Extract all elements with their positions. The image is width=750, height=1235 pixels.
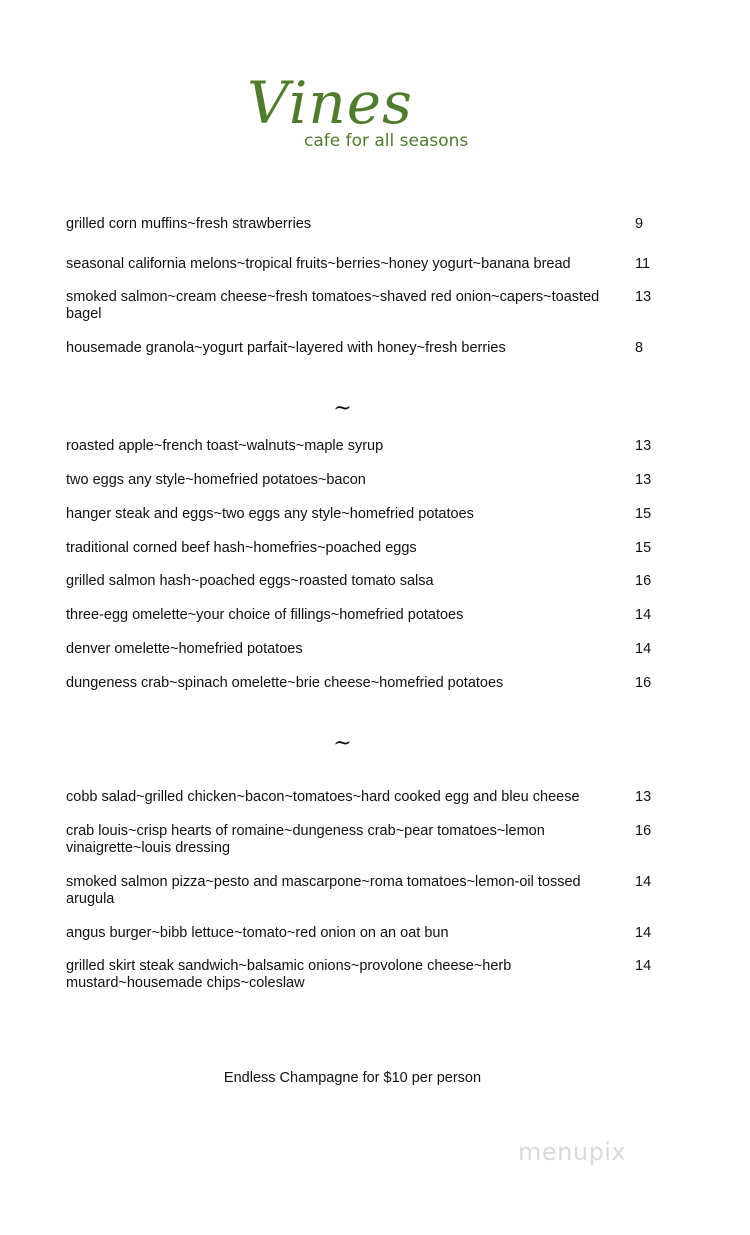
item-description: grilled skirt steak sandwich~balsamic onions~provolone cheese~herb mustard~housemade chips~coleslaw	[66, 958, 512, 991]
item-description: traditional corned beef hash~homefries~poached eggs	[66, 540, 417, 556]
item-description: seasonal california melons~tropical fruits~berries~honey yogurt~banana bread	[66, 256, 571, 272]
menu-item	[66, 472, 666, 489]
item-price: 14	[635, 641, 652, 657]
item-price: 14	[635, 958, 652, 974]
menu-item	[66, 607, 666, 624]
watermark: menupix	[518, 1138, 627, 1166]
item-price: 16	[635, 573, 652, 589]
menu-item	[66, 573, 666, 590]
item-description: angus burger~bibb lettuce~tomato~red onion on an oat bun	[66, 925, 449, 941]
menu-item	[66, 823, 666, 857]
item-description: grilled corn muffins~fresh strawberries	[66, 216, 312, 232]
item-price: 13	[635, 438, 652, 454]
menu-item	[66, 925, 666, 942]
menu-item	[66, 641, 666, 658]
menu-item	[66, 438, 666, 455]
menu-item	[66, 958, 666, 992]
item-price: 11	[635, 256, 651, 272]
menu-item	[66, 789, 666, 806]
menu-item	[66, 506, 666, 523]
menu-item	[66, 216, 666, 233]
item-price: 13	[635, 789, 652, 805]
menu-item	[66, 540, 666, 557]
logo	[247, 69, 517, 162]
item-price: 16	[635, 675, 652, 691]
item-description: denver omelette~homefried potatoes	[66, 641, 303, 657]
item-price: 14	[635, 874, 652, 890]
item-price: 15	[635, 540, 652, 556]
item-price: 16	[635, 823, 652, 839]
item-price: 9	[635, 216, 644, 232]
menu-item	[66, 675, 666, 692]
item-description: crab louis~crisp hearts of romaine~dungeness crab~pear tomatoes~lemon vinaigrette~louis dressing	[66, 823, 545, 856]
section-separator: ~	[333, 396, 352, 421]
logo-title: Vines	[247, 69, 413, 137]
menu-item	[66, 289, 666, 323]
item-description: dungeness crab~spinach omelette~brie cheese~homefried potatoes	[66, 675, 504, 691]
menu-item	[66, 874, 666, 908]
item-price: 13	[635, 289, 652, 305]
section-separator: ~	[333, 731, 352, 756]
item-description: housemade granola~yogurt parfait~layered with honey~fresh berries	[66, 340, 506, 356]
item-description: smoked salmon pizza~pesto and mascarpone~roma tomatoes~lemon-oil tossed arugula	[66, 874, 581, 907]
item-price: 13	[635, 472, 652, 488]
item-price: 15	[635, 506, 652, 522]
item-description: smoked salmon~cream cheese~fresh tomatoes~shaved red onion~capers~toasted bagel	[66, 289, 600, 322]
item-description: grilled salmon hash~poached eggs~roasted tomato salsa	[66, 573, 434, 589]
item-price: 8	[635, 340, 644, 356]
footer-note: Endless Champagne for $10 per person	[223, 1070, 482, 1086]
item-price: 14	[635, 607, 652, 623]
item-description: two eggs any style~homefried potatoes~bacon	[66, 472, 366, 488]
menu-item	[66, 256, 666, 273]
item-description: roasted apple~french toast~walnuts~maple syrup	[66, 438, 384, 454]
logo-subtitle: cafe for all seasons	[304, 131, 469, 151]
menu-item	[66, 340, 666, 357]
item-description: cobb salad~grilled chicken~bacon~tomatoes~hard cooked egg and bleu cheese	[66, 789, 580, 805]
item-description: three-egg omelette~your choice of fillings~homefried potatoes	[66, 607, 464, 623]
item-description: hanger steak and eggs~two eggs any style~homefried potatoes	[66, 506, 474, 522]
item-price: 14	[635, 925, 652, 941]
